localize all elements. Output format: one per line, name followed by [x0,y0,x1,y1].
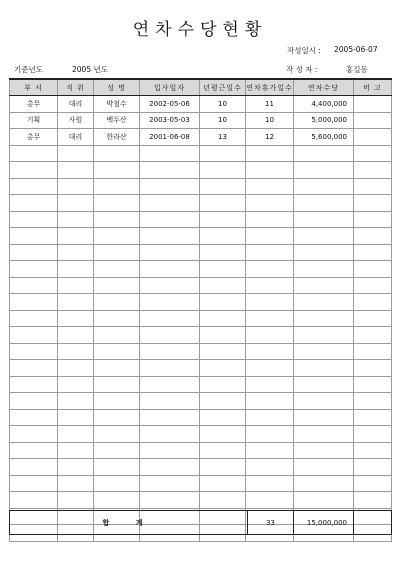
cell-vacation-days [246,211,294,228]
cell-allowance [294,376,354,393]
cell-remarks [354,393,392,410]
cell-allowance [294,211,354,228]
table-row [10,409,392,426]
cell-department [10,409,58,426]
created-date-label: 작성일시 : [287,46,321,55]
cell-vacation-days [246,459,294,476]
cell-remarks [354,228,392,245]
base-year-label: 기준년도 [14,65,43,74]
cell-name [94,195,140,212]
total-allowance: 15,000,000 [294,511,354,535]
cell-remarks [354,244,392,261]
cell-allowance [294,294,354,311]
cell-department [10,228,58,245]
cell-allowance: 5,000,000 [294,112,354,129]
cell-position [58,327,94,344]
cell-remarks [354,277,392,294]
table-row [10,442,392,459]
cell-vacation-days [246,261,294,278]
created-date-value: 2005-06-07 [334,45,378,54]
table-row [10,343,392,360]
cell-remarks [354,409,392,426]
cell-department [10,459,58,476]
cell-department [10,310,58,327]
table-row [10,195,392,212]
cell-allowance [294,261,354,278]
base-year-value: 2005 년도 [72,65,108,74]
author-value: 홍길동 [346,65,368,74]
cell-avg-work-days [200,492,246,509]
cell-vacation-days [246,294,294,311]
cell-avg-work-days [200,294,246,311]
cell-department [10,195,58,212]
cell-remarks [354,426,392,443]
table-row [10,426,392,443]
cell-position [58,228,94,245]
table-row [10,96,392,113]
cell-name [94,376,140,393]
header-position: 직 위 [58,79,94,96]
cell-department [10,360,58,377]
cell-remarks [354,211,392,228]
cell-avg-work-days: 10 [200,96,246,113]
cell-position [58,376,94,393]
header-vacation-days: 연차휴가일수 [246,79,294,96]
cell-allowance [294,409,354,426]
cell-department [10,376,58,393]
table-row [10,178,392,195]
cell-department [10,442,58,459]
cell-name [94,211,140,228]
cell-department [10,145,58,162]
cell-name [94,294,140,311]
cell-name [94,459,140,476]
cell-position [58,409,94,426]
cell-hire-date [140,178,200,195]
cell-avg-work-days [200,459,246,476]
header-department: 부 서 [10,79,58,96]
cell-remarks [354,294,392,311]
cell-vacation-days [246,195,294,212]
cell-hire-date [140,211,200,228]
table-row [10,459,392,476]
cell-name [94,310,140,327]
cell-hire-date: 2002-05-06 [140,96,200,113]
cell-remarks [354,343,392,360]
cell-hire-date: 2003-05-03 [140,112,200,129]
cell-hire-date [140,376,200,393]
cell-vacation-days [246,393,294,410]
cell-name: 백두산 [94,112,140,129]
cell-allowance [294,244,354,261]
cell-avg-work-days: 13 [200,129,246,146]
cell-allowance [294,145,354,162]
cell-position: 대리 [58,96,94,113]
cell-position [58,459,94,476]
cell-name [94,475,140,492]
cell-allowance [294,343,354,360]
cell-allowance [294,162,354,179]
cell-allowance [294,459,354,476]
cell-remarks [354,178,392,195]
cell-avg-work-days [200,261,246,278]
cell-department [10,492,58,509]
allowance-table [9,78,392,542]
header-remarks: 비 고 [354,79,392,96]
cell-hire-date [140,475,200,492]
cell-position [58,277,94,294]
cell-vacation-days [246,244,294,261]
cell-name [94,393,140,410]
cell-name [94,426,140,443]
cell-allowance [294,426,354,443]
cell-department [10,327,58,344]
cell-remarks [354,162,392,179]
cell-vacation-days [246,442,294,459]
cell-allowance [294,178,354,195]
cell-remarks [354,261,392,278]
cell-avg-work-days [200,228,246,245]
cell-name [94,409,140,426]
cell-position [58,294,94,311]
cell-allowance [294,327,354,344]
cell-position: 사원 [58,112,94,129]
cell-position [58,442,94,459]
cell-hire-date [140,244,200,261]
table-header-row [10,79,392,96]
cell-name [94,442,140,459]
cell-name [94,343,140,360]
cell-department [10,294,58,311]
cell-hire-date [140,228,200,245]
cell-hire-date [140,492,200,509]
cell-vacation-days [246,310,294,327]
cell-remarks [354,145,392,162]
cell-vacation-days [246,145,294,162]
cell-allowance [294,310,354,327]
total-row [9,510,392,535]
cell-avg-work-days [200,426,246,443]
cell-position: 대리 [58,129,94,146]
total-label: 합 계 [10,511,248,535]
cell-name [94,360,140,377]
table-row [10,277,392,294]
cell-name [94,162,140,179]
cell-hire-date [140,294,200,311]
cell-name [94,327,140,344]
cell-allowance [294,475,354,492]
cell-vacation-days: 10 [246,112,294,129]
cell-department [10,343,58,360]
table-row [10,360,392,377]
cell-vacation-days [246,409,294,426]
table-row [10,112,392,129]
cell-remarks [354,492,392,509]
cell-hire-date [140,426,200,443]
table-row [10,162,392,179]
total-remarks [354,511,392,535]
table-row [10,475,392,492]
cell-avg-work-days [200,145,246,162]
cell-vacation-days [246,162,294,179]
cell-vacation-days [246,475,294,492]
cell-department [10,475,58,492]
cell-remarks [354,442,392,459]
cell-hire-date [140,393,200,410]
cell-name [94,492,140,509]
cell-hire-date [140,360,200,377]
cell-remarks [354,376,392,393]
cell-hire-date [140,459,200,476]
cell-avg-work-days [200,343,246,360]
table-row [10,261,392,278]
cell-department [10,426,58,443]
total-vacation-days: 33 [248,511,294,535]
cell-vacation-days [246,360,294,377]
cell-position [58,343,94,360]
cell-name: 박철수 [94,96,140,113]
cell-allowance [294,360,354,377]
cell-hire-date: 2001-06-08 [140,129,200,146]
cell-position [58,393,94,410]
table-row [10,228,392,245]
cell-allowance [294,277,354,294]
cell-vacation-days [246,327,294,344]
page-title: 연차수당현황 [132,20,268,40]
cell-name [94,261,140,278]
cell-avg-work-days [200,376,246,393]
cell-vacation-days [246,277,294,294]
table-row [10,211,392,228]
cell-avg-work-days [200,277,246,294]
table-row [10,327,392,344]
cell-name: 한라산 [94,129,140,146]
cell-remarks [354,327,392,344]
cell-remarks [354,96,392,113]
cell-department: 총무 [10,129,58,146]
cell-vacation-days [246,343,294,360]
cell-position [58,261,94,278]
cell-remarks [354,360,392,377]
cell-hire-date [140,145,200,162]
cell-avg-work-days [200,195,246,212]
table-row [10,145,392,162]
cell-vacation-days [246,228,294,245]
cell-allowance [294,393,354,410]
cell-hire-date [140,442,200,459]
cell-vacation-days [246,492,294,509]
cell-position [58,360,94,377]
cell-allowance [294,492,354,509]
cell-allowance [294,195,354,212]
cell-avg-work-days [200,211,246,228]
cell-position [58,195,94,212]
header-allowance: 연차수당 [294,79,354,96]
table-row [10,244,392,261]
cell-avg-work-days [200,360,246,377]
header-avg-work-days: 년평근일수 [200,79,246,96]
cell-vacation-days: 12 [246,129,294,146]
cell-name [94,145,140,162]
cell-department [10,261,58,278]
cell-position [58,492,94,509]
cell-hire-date [140,327,200,344]
cell-department [10,162,58,179]
cell-remarks [354,475,392,492]
cell-department [10,277,58,294]
cell-hire-date [140,195,200,212]
cell-avg-work-days [200,393,246,410]
table-row [10,129,392,146]
cell-hire-date [140,261,200,278]
cell-allowance: 4,400,000 [294,96,354,113]
cell-allowance [294,442,354,459]
cell-allowance: 5,600,000 [294,129,354,146]
cell-position [58,244,94,261]
cell-avg-work-days [200,409,246,426]
cell-position [58,211,94,228]
cell-hire-date [140,310,200,327]
cell-avg-work-days [200,327,246,344]
cell-name [94,244,140,261]
cell-avg-work-days [200,310,246,327]
header-hire-date: 입사일자 [140,79,200,96]
cell-vacation-days [246,426,294,443]
cell-department [10,211,58,228]
cell-remarks [354,310,392,327]
cell-avg-work-days [200,475,246,492]
cell-remarks [354,195,392,212]
cell-vacation-days [246,376,294,393]
cell-position [58,178,94,195]
table-row [10,393,392,410]
cell-hire-date [140,277,200,294]
cell-avg-work-days [200,244,246,261]
table-row [10,310,392,327]
cell-hire-date [140,409,200,426]
cell-name [94,277,140,294]
cell-position [58,426,94,443]
cell-allowance [294,228,354,245]
cell-department [10,393,58,410]
cell-remarks [354,459,392,476]
cell-remarks [354,129,392,146]
cell-position [58,145,94,162]
cell-avg-work-days [200,442,246,459]
cell-position [58,310,94,327]
cell-department: 총무 [10,96,58,113]
cell-vacation-days: 11 [246,96,294,113]
cell-department [10,178,58,195]
cell-position [58,475,94,492]
table-row [10,294,392,311]
cell-avg-work-days [200,178,246,195]
cell-hire-date [140,343,200,360]
cell-department: 기획 [10,112,58,129]
cell-vacation-days [246,178,294,195]
header-name: 성 명 [94,79,140,96]
cell-avg-work-days [200,162,246,179]
cell-hire-date [140,162,200,179]
cell-name [94,178,140,195]
table-row [10,376,392,393]
author-label: 작 성 자 : [286,65,318,74]
table-row [10,492,392,509]
cell-position [58,162,94,179]
cell-department [10,244,58,261]
cell-name [94,228,140,245]
cell-remarks [354,112,392,129]
cell-avg-work-days: 10 [200,112,246,129]
